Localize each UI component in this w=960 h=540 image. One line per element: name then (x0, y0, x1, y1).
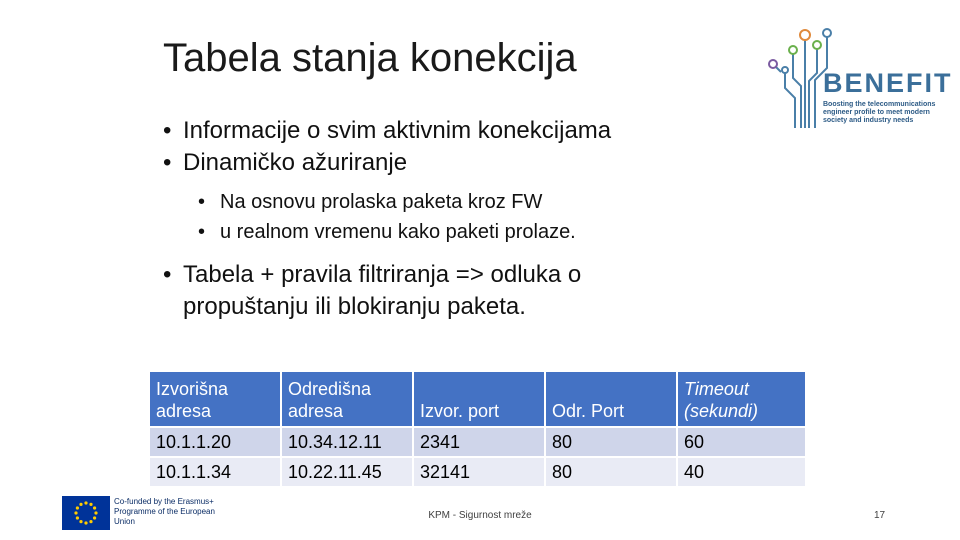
table-cell: 2341 (413, 427, 545, 457)
logo-tagline: Boosting the telecommunications engineer profile to meet modern society and industry needs (823, 101, 936, 124)
table-cell: 80 (545, 427, 677, 457)
table-cell: 10.34.12.11 (281, 427, 413, 457)
header-timeout: Timeout (sekundi) (677, 371, 806, 427)
sub-bullet-item (198, 187, 723, 217)
header-destination-port: Odr. Port (545, 371, 677, 427)
footer-course-label: KPM - Sigurnost mreže (428, 510, 532, 521)
bullet-item (163, 147, 723, 179)
sub-bullet-item (198, 217, 723, 247)
table-cell: 80 (545, 457, 677, 487)
bullet-dot: • (163, 117, 172, 144)
bullet-text: Dinamičko ažuriranje (183, 149, 408, 176)
eu-funding-text: Co-funded by the Erasmus+ Programme of the European Union (114, 497, 215, 526)
logo-wordmark: BENEFIT (823, 68, 953, 98)
bullet-dot: • (163, 149, 172, 176)
table-row (149, 457, 806, 487)
table-cell: 40 (677, 457, 806, 487)
table-cell: 32141 (413, 457, 545, 487)
bullet-list (163, 115, 723, 323)
header-destination-address: Odredišna adresa (281, 371, 413, 427)
bullet-text: Tabela + pravila filtriranja => odluka o propuštanju ili blokiranju paketa. (183, 261, 582, 320)
bullet-dot: • (163, 261, 172, 288)
bullet-text: u realnom vremenu kako paketi prolaze. (220, 221, 576, 243)
connection-state-table (148, 370, 807, 488)
table-cell: 10.22.11.45 (281, 457, 413, 487)
bullet-item (163, 115, 723, 147)
table-cell: 10.1.1.20 (149, 427, 281, 457)
bullet-text: Na osnovu prolaska paketa kroz FW (220, 191, 543, 213)
bullet-dot: • (198, 191, 206, 213)
bullet-text: Informacije o svim aktivnim konekcijama (183, 117, 612, 144)
header-source-address: Izvorišna adresa (149, 371, 281, 427)
table-header-row (149, 371, 806, 427)
bullet-item (163, 259, 723, 323)
header-source-port: Izvor. port (413, 371, 545, 427)
slide-title: Tabela stanja konekcija (163, 36, 577, 80)
table-cell: 60 (677, 427, 806, 457)
table-row (149, 427, 806, 457)
bullet-dot: • (198, 221, 206, 243)
page-number: 17 (874, 510, 886, 521)
table-cell: 10.1.1.34 (149, 457, 281, 487)
